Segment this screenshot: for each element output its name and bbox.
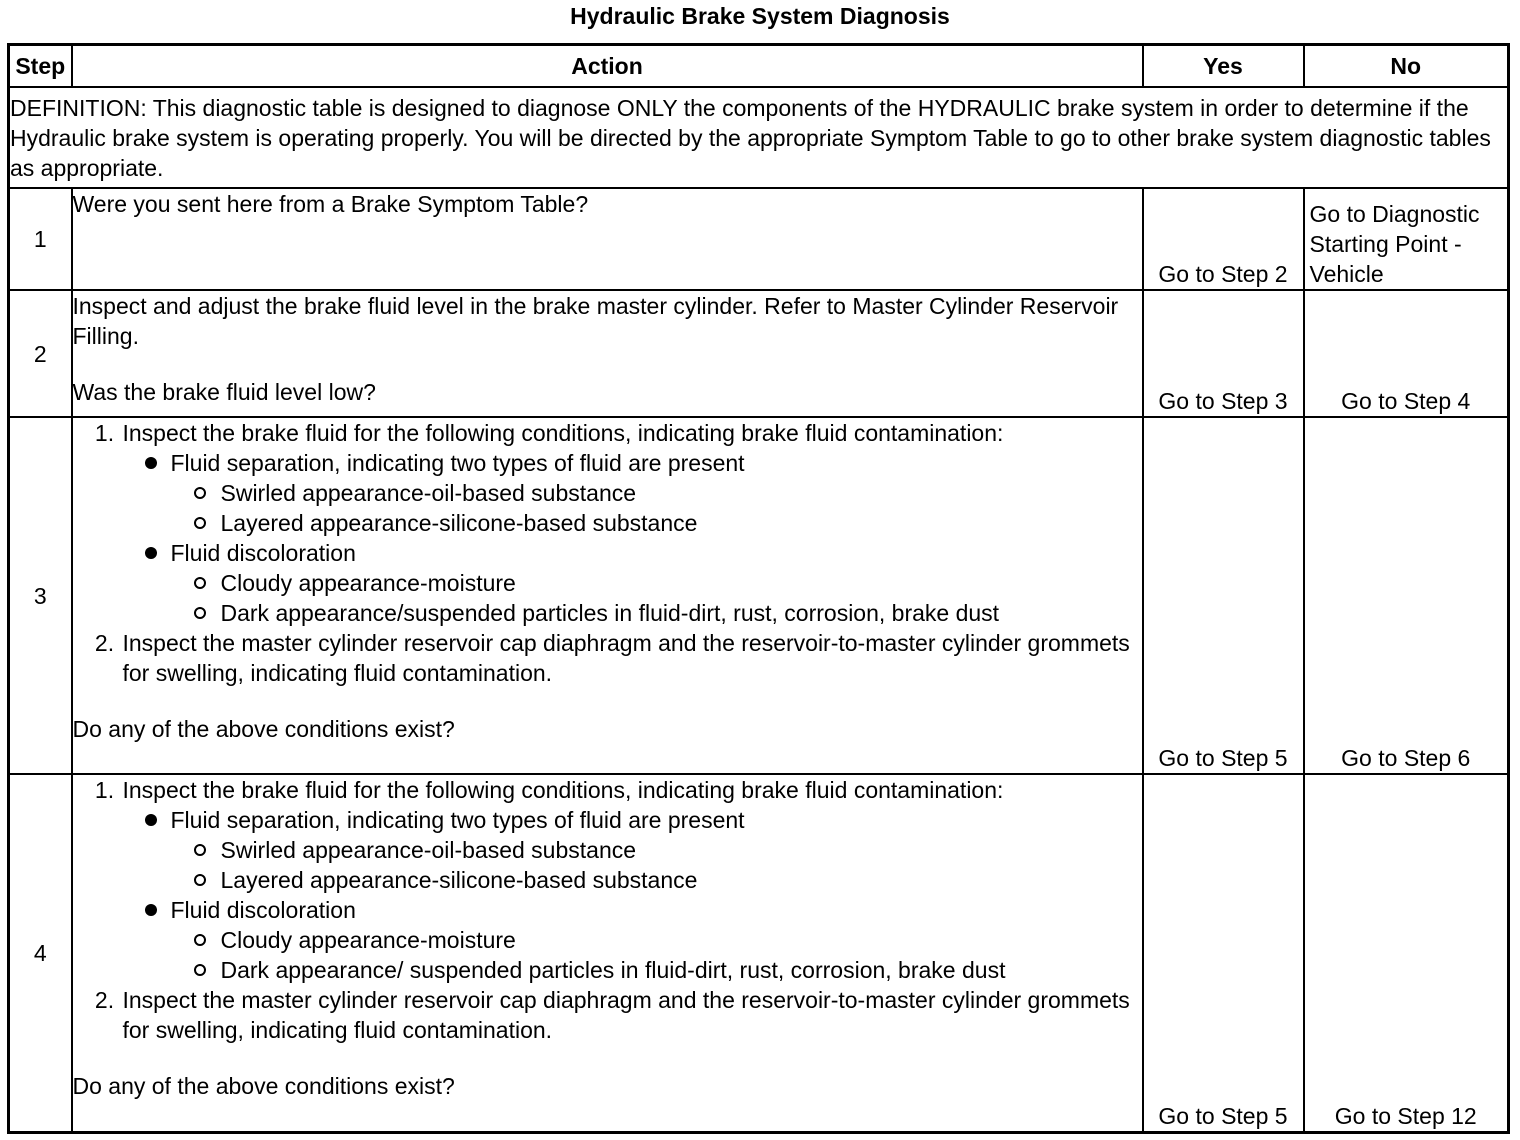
step-instruction: Inspect and adjust the brake fluid level in the brake master cylinder. Refer to Master Cylinder Reservoir Filling. xyxy=(72,293,1119,349)
yes-result: Go to Step 3 xyxy=(1143,290,1304,417)
sub-bullet-item: Swirled appearance-oil-based substance xyxy=(221,478,1142,508)
yes-result: Go to Step 2 xyxy=(1143,188,1304,290)
step-action xyxy=(72,417,1143,774)
no-result: Go to Step 6 xyxy=(1304,417,1509,774)
step-question: Were you sent here from a Brake Symptom Table? xyxy=(72,191,589,217)
sub-bullet-item: Layered appearance-silicone-based substance xyxy=(221,865,1142,895)
list-item: 2. Inspect the master cylinder reservoir cap diaphragm and the reservoir-to-master cylinder grommets for swelling, indicating fluid contamination. xyxy=(121,985,1142,1045)
definition-text: DEFINITION: This diagnostic table is designed to diagnose ONLY the components of the HYDRAULIC brake system in order to determine if the Hydraulic brake system is operating properly. You will be directed by the appropriate Symptom Table to go to other brake system diagnostic tables as appropriate. xyxy=(9,87,1509,188)
step-question: Do any of the above conditions exist? xyxy=(72,716,455,742)
header-no: No xyxy=(1304,45,1509,88)
step-action xyxy=(72,774,1143,1133)
sub-bullet-item: Cloudy appearance-moisture xyxy=(221,568,1142,598)
step-action xyxy=(72,188,1143,290)
table-row xyxy=(9,290,1509,417)
step-question: Do any of the above conditions exist? xyxy=(72,1073,455,1099)
step-question: Was the brake fluid level low? xyxy=(72,379,376,405)
table-row xyxy=(9,774,1509,1133)
header-yes: Yes xyxy=(1143,45,1304,88)
no-result: Go to Step 4 xyxy=(1304,290,1509,417)
sub-bullet-item: Dark appearance/suspended particles in fluid-dirt, rust, corrosion, brake dust xyxy=(221,598,1142,628)
sub-bullet-item: Dark appearance/ suspended particles in fluid-dirt, rust, corrosion, brake dust xyxy=(221,955,1142,985)
yes-result: Go to Step 5 xyxy=(1143,774,1304,1133)
bullet-item: Fluid separation, indicating two types of fluid are present Swirled appearance-oil-based substance Layered appearance-silicone-based substance xyxy=(171,805,1142,895)
numbered-list xyxy=(73,418,1142,688)
sub-bullet-item: Cloudy appearance-moisture xyxy=(221,925,1142,955)
list-item: 2. Inspect the master cylinder reservoir cap diaphragm and the reservoir-to-master cylinder grommets for swelling, indicating fluid contamination. xyxy=(121,628,1142,688)
step-action xyxy=(72,290,1143,417)
list-item: 1. Inspect the brake fluid for the following conditions, indicating brake fluid contamination: Fluid separation, indicating two types of fluid are present Swirled appearance-oil-based substance Layered appearance-silicone-based substance Fluid discoloration Cloudy appearance-moisture Dark appearance/ suspended particles in fluid-dirt, rust, corrosion, brake dust xyxy=(121,775,1142,985)
step-number: 1 xyxy=(9,188,72,290)
page-title: Hydraulic Brake System Diagnosis xyxy=(570,3,950,29)
no-result: Go to Step 12 xyxy=(1304,774,1509,1133)
step-number: 4 xyxy=(9,774,72,1133)
bullet-item: Fluid discoloration Cloudy appearance-moisture Dark appearance/ suspended particles in fluid-dirt, rust, corrosion, brake dust xyxy=(171,895,1142,985)
bullet-item: Fluid separation, indicating two types of fluid are present Swirled appearance-oil-based substance Layered appearance-silicone-based substance xyxy=(171,448,1142,538)
table-row xyxy=(9,417,1509,774)
numbered-list xyxy=(73,775,1142,1045)
sub-bullet-item: Swirled appearance-oil-based substance xyxy=(221,835,1142,865)
definition-row xyxy=(9,87,1509,188)
diagnosis-table xyxy=(7,43,1510,1134)
header-step: Step xyxy=(9,45,72,88)
bullet-item: Fluid discoloration Cloudy appearance-moisture Dark appearance/suspended particles in fluid-dirt, rust, corrosion, brake dust xyxy=(171,538,1142,628)
header-action: Action xyxy=(72,45,1143,88)
header-row xyxy=(9,45,1509,88)
yes-result: Go to Step 5 xyxy=(1143,417,1304,774)
step-number: 2 xyxy=(9,290,72,417)
table-row xyxy=(9,188,1509,290)
no-result: Go to Diagnostic Starting Point - Vehicle xyxy=(1304,188,1509,290)
step-number: 3 xyxy=(9,417,72,774)
sub-bullet-item: Layered appearance-silicone-based substance xyxy=(221,508,1142,538)
list-item: 1. Inspect the brake fluid for the following conditions, indicating brake fluid contamination: Fluid separation, indicating two types of fluid are present Swirled appearance-oil-based substance Layered appearance-silicone-based substance Fluid discoloration Cloudy appearance-moisture Dark appearance/suspended particles in fluid-dirt, rust, corrosion, brake dust xyxy=(121,418,1142,628)
